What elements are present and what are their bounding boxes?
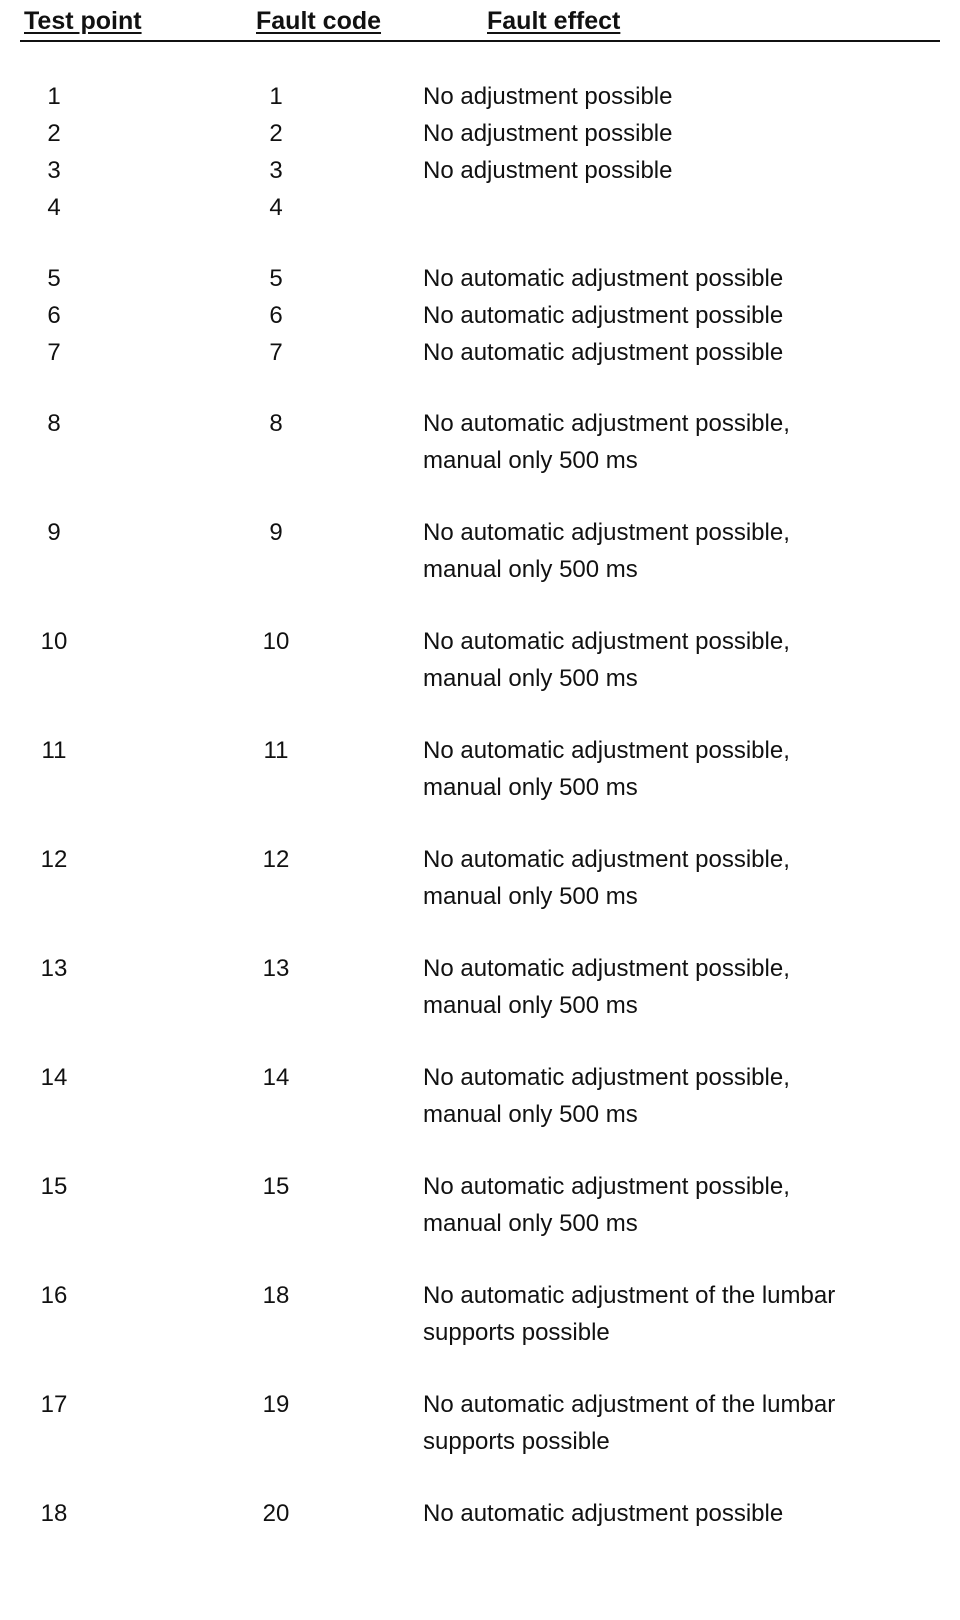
table-row [0, 841, 960, 915]
fault-code-cell: 1 [269, 83, 283, 110]
test-point-cell: 1 [47, 83, 61, 110]
fault-effect-line: No automatic adjustment of the lumbar [423, 1391, 836, 1418]
fault-effect-line: No automatic adjustment possible, [423, 1173, 790, 1200]
fault-effect-cell: No automatic adjustment possible [423, 1500, 784, 1527]
table-row [0, 1059, 960, 1133]
fault-effect-cell [423, 405, 943, 479]
fault-effect-cell [423, 732, 943, 806]
fault-effect-line: No automatic adjustment possible, [423, 737, 790, 764]
fault-code-cell: 8 [269, 410, 283, 437]
fault-code-cell: 4 [269, 194, 283, 221]
fault-effect-line: manual only 500 ms [423, 447, 638, 474]
fault-effect-cell: No adjustment possible [423, 83, 673, 110]
table-row [0, 334, 960, 371]
header-fault-effect: Fault effect [487, 7, 621, 35]
fault-effect-cell [423, 1386, 943, 1460]
test-point-cell: 16 [40, 1282, 68, 1309]
table-row [0, 297, 960, 334]
table-row [0, 1495, 960, 1532]
test-point-cell: 17 [40, 1391, 68, 1418]
table-row [0, 1277, 960, 1351]
fault-code-cell: 7 [269, 339, 283, 366]
fault-effect-line: No automatic adjustment of the lumbar [423, 1282, 836, 1309]
fault-effect-cell: No automatic adjustment possible [423, 339, 784, 366]
fault-effect-line: No automatic adjustment possible, [423, 1064, 790, 1091]
fault-effect-cell [423, 623, 943, 697]
fault-code-cell: 19 [262, 1391, 290, 1418]
header-test-point: Test point [24, 7, 142, 35]
test-point-cell: 18 [40, 1500, 68, 1527]
fault-effect-cell [423, 514, 943, 588]
fault-code-cell: 9 [269, 519, 283, 546]
fault-effect-cell [423, 1277, 943, 1351]
test-point-cell: 3 [47, 157, 61, 184]
fault-effect-cell [423, 841, 943, 915]
fault-code-cell: 11 [263, 737, 289, 764]
header-fault-code: Fault code [256, 7, 382, 35]
fault-code-cell: 3 [269, 157, 283, 184]
fault-effect-line: manual only 500 ms [423, 883, 638, 910]
fault-effect-line: supports possible [423, 1319, 610, 1346]
table-header [20, 0, 940, 42]
test-point-cell: 13 [40, 955, 68, 982]
test-point-cell: 6 [47, 302, 61, 329]
fault-code-cell: 5 [269, 265, 283, 292]
test-point-cell: 15 [40, 1173, 68, 1200]
fault-code-cell: 2 [269, 120, 283, 147]
table-row [0, 78, 960, 115]
table-row [0, 732, 960, 806]
test-point-cell: 9 [47, 519, 61, 546]
fault-effect-line: manual only 500 ms [423, 774, 638, 801]
table-row [0, 1168, 960, 1242]
fault-effect-line: No automatic adjustment possible, [423, 519, 790, 546]
test-point-cell: 4 [47, 194, 61, 221]
fault-code-cell: 18 [262, 1282, 290, 1309]
table-row [0, 260, 960, 297]
fault-effect-cell [423, 950, 943, 1024]
table-row [0, 623, 960, 697]
fault-effect-cell: No adjustment possible [423, 157, 673, 184]
test-point-cell: 7 [47, 339, 61, 366]
test-point-cell: 11 [41, 737, 67, 764]
fault-effect-cell: No automatic adjustment possible [423, 265, 784, 292]
fault-effect-line: manual only 500 ms [423, 556, 638, 583]
test-point-cell: 5 [47, 265, 61, 292]
fault-effect-line: manual only 500 ms [423, 665, 638, 692]
fault-effect-cell: No automatic adjustment possible [423, 302, 784, 329]
table-row [0, 115, 960, 152]
table-row [0, 514, 960, 588]
fault-effect-line: manual only 500 ms [423, 1210, 638, 1237]
test-point-cell: 2 [47, 120, 61, 147]
fault-effect-line: No automatic adjustment possible, [423, 410, 790, 437]
fault-code-cell: 10 [262, 628, 290, 655]
fault-table-body [0, 78, 960, 1532]
test-point-cell: 12 [40, 846, 68, 873]
fault-effect-line: supports possible [423, 1428, 610, 1455]
table-row [0, 1386, 960, 1460]
fault-code-cell: 12 [262, 846, 290, 873]
fault-code-cell: 13 [262, 955, 290, 982]
table-row [0, 152, 960, 189]
table-row [0, 405, 960, 479]
fault-effect-line: No automatic adjustment possible, [423, 955, 790, 982]
fault-code-cell: 15 [262, 1173, 290, 1200]
fault-effect-line: manual only 500 ms [423, 992, 638, 1019]
table-row [0, 950, 960, 1024]
fault-effect-line: No automatic adjustment possible, [423, 846, 790, 873]
fault-code-cell: 14 [262, 1064, 290, 1091]
fault-code-cell: 20 [262, 1500, 290, 1527]
fault-effect-cell: No adjustment possible [423, 120, 673, 147]
fault-effect-line: manual only 500 ms [423, 1101, 638, 1128]
table-row [0, 189, 960, 226]
test-point-cell: 14 [40, 1064, 68, 1091]
fault-effect-cell [423, 1168, 943, 1242]
fault-effect-line: No automatic adjustment possible, [423, 628, 790, 655]
fault-code-cell: 6 [269, 302, 283, 329]
test-point-cell: 8 [47, 410, 61, 437]
fault-effect-cell [423, 1059, 943, 1133]
test-point-cell: 10 [40, 628, 68, 655]
